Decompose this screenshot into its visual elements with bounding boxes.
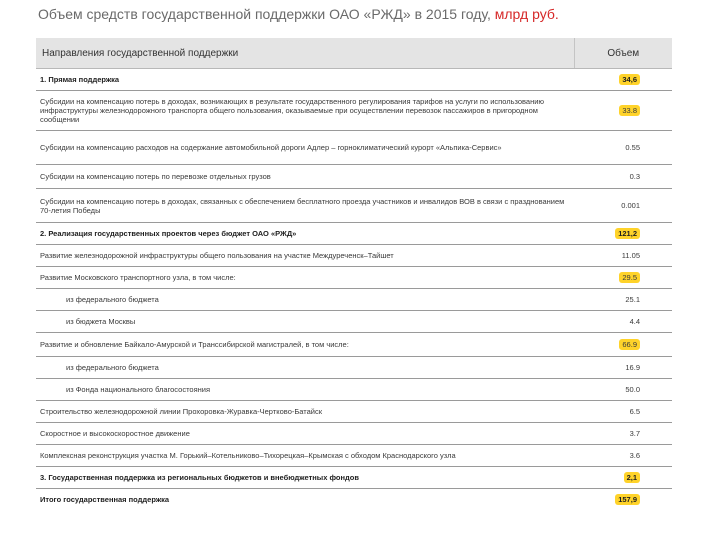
row-label: Скоростное и высокоскоростное движение (36, 423, 574, 445)
table-row (36, 289, 672, 311)
table-row (36, 165, 672, 189)
table-row (36, 357, 672, 379)
table-row (36, 267, 672, 289)
row-value: 3.7 (574, 423, 672, 445)
row-value (574, 489, 672, 511)
row-label: из бюджета Москвы (36, 311, 574, 333)
page-title (38, 6, 559, 22)
table-row (36, 423, 672, 445)
row-value: 0.55 (574, 131, 672, 165)
header-direction: Направления государственной поддержки (36, 38, 574, 69)
row-label: Строительство железнодорожной линии Прохоровка-Журавка-Чертково-Батайск (36, 401, 574, 423)
row-value (574, 223, 672, 245)
row-value (574, 69, 672, 91)
header-volume: Объем (574, 38, 672, 69)
row-value (574, 267, 672, 289)
table-row (36, 189, 672, 223)
row-value (574, 91, 672, 131)
row-label: из Фонда национального благосостояния (36, 379, 574, 401)
table-row (36, 91, 672, 131)
row-value: 4.4 (574, 311, 672, 333)
row-label: Комплексная реконструкция участка М. Горький–Котельниково–Тихорецкая–Крымская с обходом Краснодарского узла (36, 445, 574, 467)
row-label: Развитие железнодорожной инфраструктуры общего пользования на участке Междуреченск–Тайшет (36, 245, 574, 267)
row-value: 11.05 (574, 245, 672, 267)
row-value: 3.6 (574, 445, 672, 467)
row-value: 0.3 (574, 165, 672, 189)
row-label: 1. Прямая поддержка (36, 69, 574, 91)
row-value (574, 333, 672, 357)
table-row (36, 445, 672, 467)
table-row (36, 379, 672, 401)
row-label: из федерального бюджета (36, 357, 574, 379)
highlighted-value: 34,6 (619, 74, 640, 85)
highlighted-value: 66.9 (619, 339, 640, 350)
highlighted-value: 2,1 (624, 472, 640, 483)
support-table (36, 38, 672, 511)
row-label: Субсидии на компенсацию потерь в доходах, возникающих в результате государственного регулирования тарифов на услуги по использованию инфраструктуры железнодорожного транспорта общего пользования, оказываемые при осуществлении перевозок пассажиров в пригородном сообщении (36, 91, 574, 131)
row-label: Развитие и обновление Байкало-Амурской и Транссибирской магистралей, в том числе: (36, 333, 574, 357)
title-unit: млрд руб. (494, 6, 559, 22)
row-label: 2. Реализация государственных проектов через бюджет ОАО «РЖД» (36, 223, 574, 245)
row-label: из федерального бюджета (36, 289, 574, 311)
highlighted-value: 29.5 (619, 272, 640, 283)
row-label: Развитие Московского транспортного узла, в том числе: (36, 267, 574, 289)
row-label: 3. Государственная поддержка из региональных бюджетов и внебюджетных фондов (36, 467, 574, 489)
row-value (574, 467, 672, 489)
highlighted-value: 157,9 (615, 494, 640, 505)
row-value: 50.0 (574, 379, 672, 401)
row-label: Субсидии на компенсацию расходов на содержание автомобильной дороги Адлер – горноклиматический курорт «Альпика-Сервис» (36, 131, 574, 165)
highlighted-value: 121,2 (615, 228, 640, 239)
table-header-row (36, 38, 672, 69)
row-label: Субсидии на компенсацию потерь в доходах, связанных с обеспечением бесплатного проезда участников и инвалидов ВОВ в связи с празднованием 70-летия Победы (36, 189, 574, 223)
table-row (36, 245, 672, 267)
row-label: Итого государственная поддержка (40, 495, 170, 505)
table-row (36, 69, 672, 91)
row-value: 25.1 (574, 289, 672, 311)
table-row (36, 311, 672, 333)
row-value: 0.001 (574, 189, 672, 223)
title-main: Объем средств государственной поддержки ОАО «РЖД» в 2015 году, (38, 6, 491, 22)
row-label: Субсидии на компенсацию потерь по перевозке отдельных грузов (36, 165, 574, 189)
table-row (36, 489, 672, 511)
row-value: 16.9 (574, 357, 672, 379)
row-value: 6.5 (574, 401, 672, 423)
table-row (36, 401, 672, 423)
highlighted-value: 33.8 (619, 105, 640, 116)
table-row (36, 131, 672, 165)
table-row (36, 223, 672, 245)
table-row (36, 333, 672, 357)
table-row (36, 467, 672, 489)
